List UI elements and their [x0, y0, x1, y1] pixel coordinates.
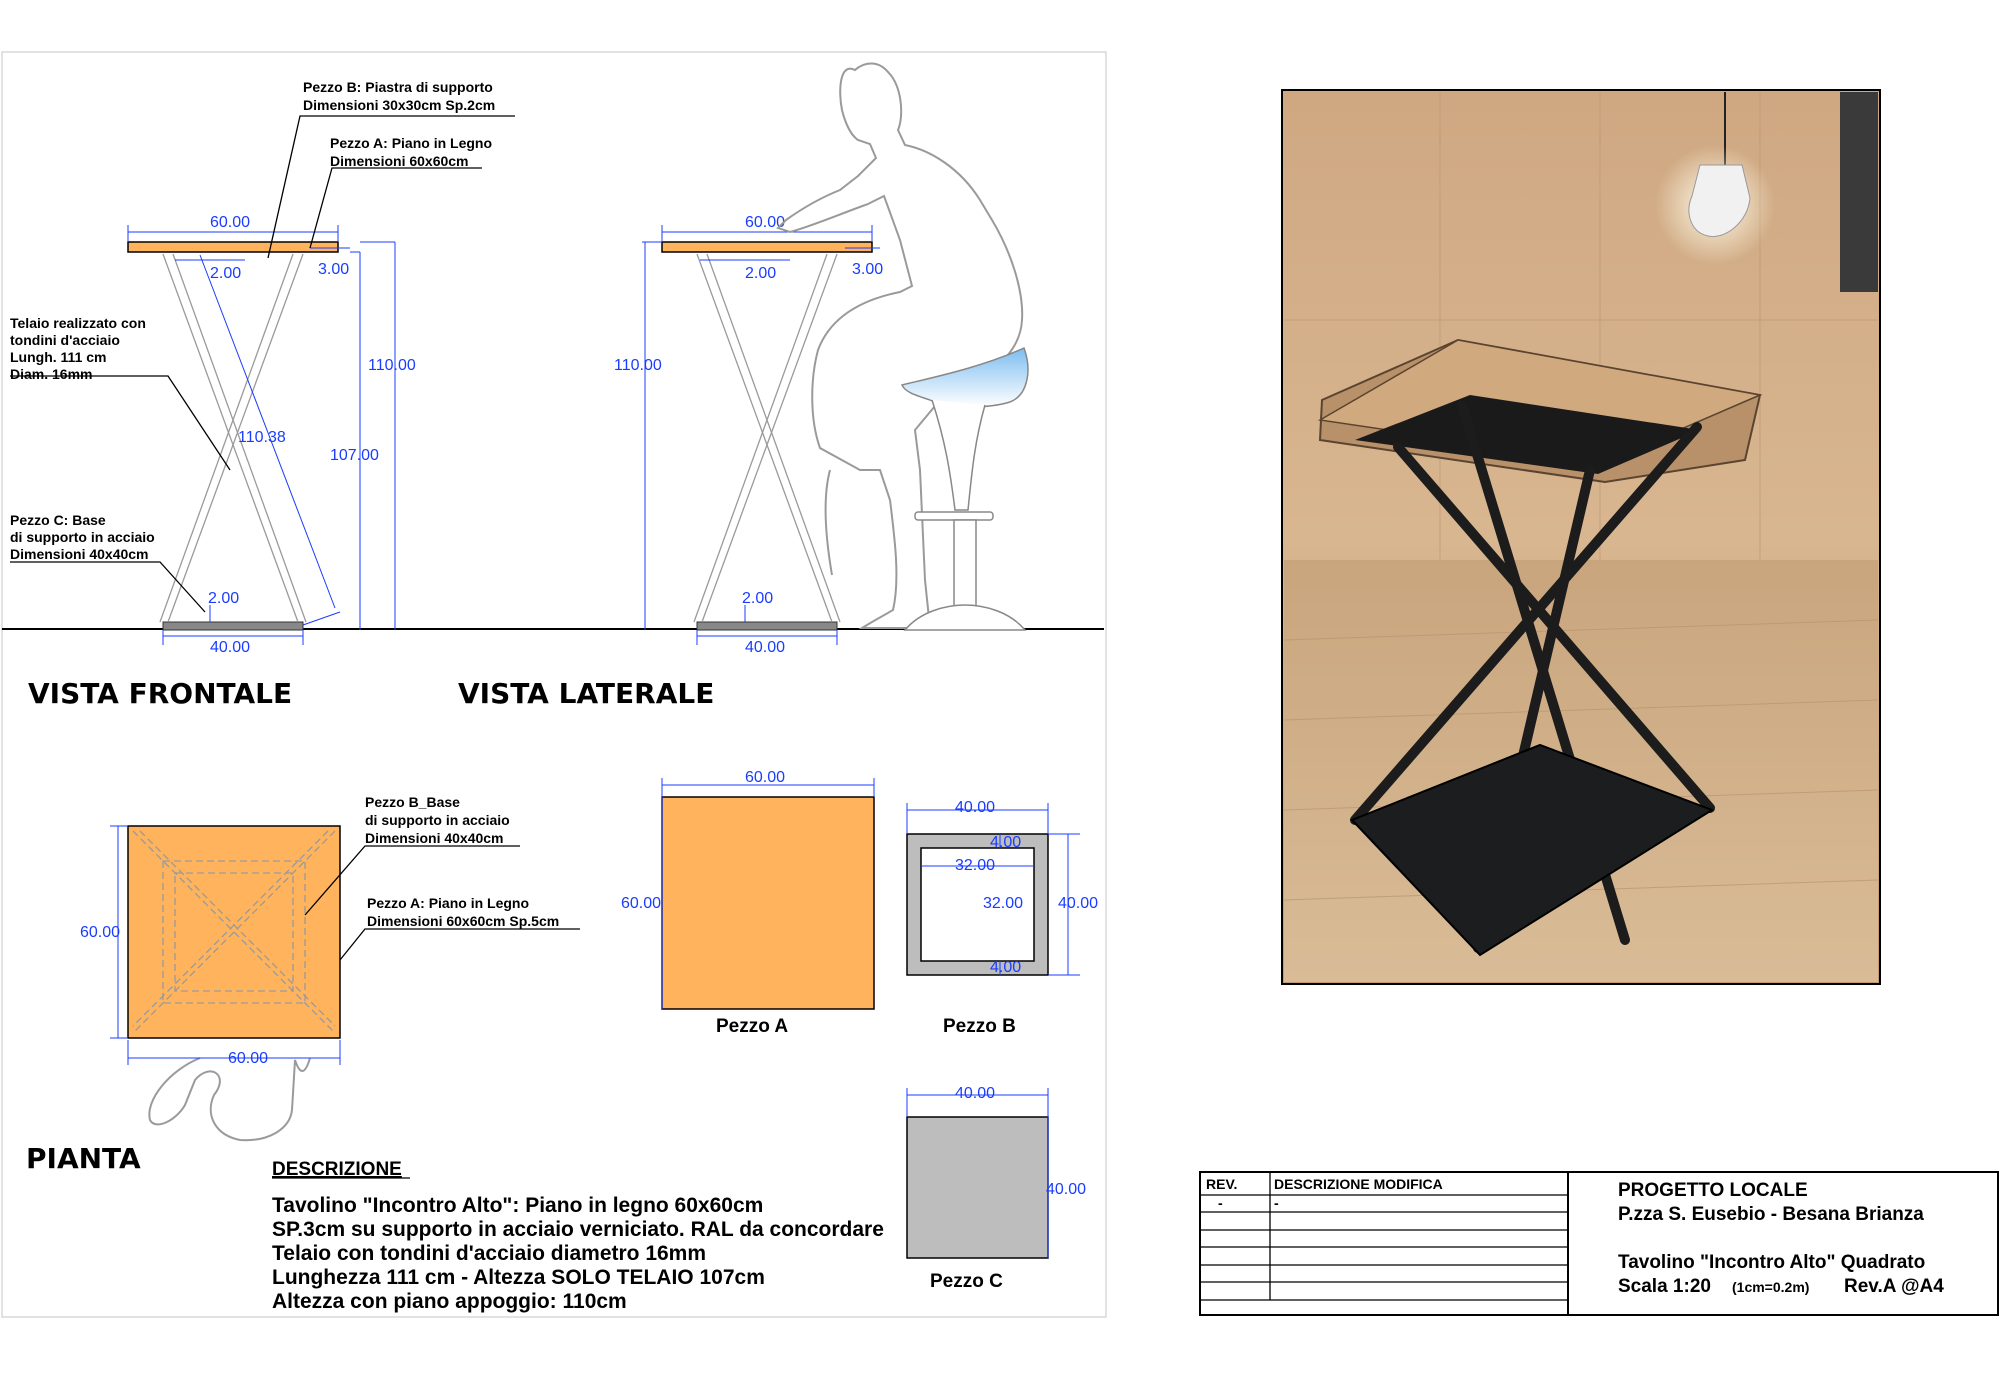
dim-inset-3: 3.00	[318, 261, 350, 278]
title-block-rev-header: REV.	[1206, 1176, 1238, 1192]
title-block-scale-note: (1cm=0.2m)	[1732, 1279, 1810, 1295]
view-title-front: VISTA FRONTALE	[28, 677, 293, 710]
front-tabletop	[128, 242, 338, 252]
view-title-plan: PIANTA	[26, 1142, 141, 1175]
side-dim-base-width: 40.00	[745, 639, 786, 656]
side-dim-top-width: 60.00	[745, 214, 786, 231]
label-pezzo-c-2: di supporto in acciaio	[10, 529, 155, 545]
piece-a-drawing	[621, 769, 874, 1037]
label-pezzo-c-3: Dimensioni 40x40cm	[10, 546, 149, 562]
dim-base-width: 40.00	[210, 639, 251, 656]
description-line-1: Tavolino "Incontro Alto": Piano in legno 60x60cm	[272, 1194, 764, 1217]
piece-c-dim-side: 40.00	[1046, 1181, 1087, 1198]
piece-b-dim-32-h: 32.00	[955, 857, 996, 874]
side-dim-height-110: 110.00	[614, 357, 662, 374]
title-block-project: PROGETTO LOCALE	[1618, 1180, 1808, 1201]
title-block-scale: Scala 1:20	[1618, 1276, 1711, 1297]
table-photo	[1282, 90, 1880, 984]
description-line-3: Telaio con tondini d'acciaio diametro 16mm	[272, 1242, 707, 1265]
front-view	[128, 214, 416, 656]
description-block	[272, 1159, 884, 1313]
dim-base-2: 2.00	[208, 590, 240, 607]
description-line-4: Lunghezza 111 cm - Altezza SOLO TELAIO 107cm	[272, 1266, 765, 1289]
plan-label-b-1: Pezzo B_Base	[365, 794, 460, 810]
dim-diagonal: 110.38	[238, 429, 286, 446]
title-block-revision: Rev.A @A4	[1844, 1276, 1944, 1297]
plan-person-outline	[149, 1058, 310, 1140]
side-base-plate	[697, 622, 837, 630]
plan-label-a-1: Pezzo A: Piano in Legno	[367, 895, 530, 911]
label-telaio-2: tondini d'acciaio	[10, 332, 120, 348]
piece-b-dim-32-v: 32.00	[983, 895, 1024, 912]
piece-b-drawing	[907, 799, 1098, 1037]
piece-b-dim-side: 40.00	[1058, 895, 1099, 912]
label-pezzo-a-dims: Dimensioni 60x60cm	[330, 153, 469, 169]
label-pezzo-b-title: Pezzo B: Piastra di supporto	[303, 79, 493, 95]
title-block-item: Tavolino "Incontro Alto" Quadrato	[1618, 1252, 1926, 1273]
dim-height-110: 110.00	[368, 357, 416, 374]
title-block	[1200, 1172, 1998, 1315]
dim-height-107: 107.00	[330, 447, 379, 464]
title-block-location: P.zza S. Eusebio - Besana Brianza	[1618, 1204, 1924, 1225]
piece-b-dim-top: 40.00	[955, 799, 996, 816]
piece-c-label: Pezzo C	[930, 1271, 1003, 1292]
side-dim-base-2: 2.00	[742, 590, 774, 607]
piece-c-drawing	[907, 1085, 1086, 1292]
dim-top-width: 60.00	[210, 214, 251, 231]
plan-dim-bottom: 60.00	[228, 1050, 269, 1067]
label-telaio-3: Lungh. 111 cm	[10, 349, 107, 365]
label-telaio-4: Diam. 16mm	[10, 366, 93, 382]
side-dim-inset-2: 2.00	[745, 265, 777, 282]
description-line-2: SP.3cm su supporto in acciaio verniciato. RAL da concordare	[272, 1218, 884, 1241]
title-block-desc-header: DESCRIZIONE MODIFICA	[1274, 1176, 1443, 1192]
plan-dim-side: 60.00	[80, 924, 121, 941]
label-pezzo-c-1: Pezzo C: Base	[10, 512, 106, 528]
dim-inset-2: 2.00	[210, 265, 242, 282]
plan-label-b-3: Dimensioni 40x40cm	[365, 830, 504, 846]
piece-a-dim-side: 60.00	[621, 895, 662, 912]
plan-label-a-2: Dimensioni 60x60cm Sp.5cm	[367, 913, 560, 929]
piece-c-dim-top: 40.00	[955, 1085, 996, 1102]
view-title-side: VISTA LATERALE	[458, 677, 715, 710]
seated-person-outline	[778, 64, 1022, 629]
side-dim-inset-3: 3.00	[852, 261, 884, 278]
side-tabletop	[662, 242, 872, 252]
label-telaio-1: Telaio realizzato con	[10, 315, 146, 331]
title-block-desc-value: -	[1274, 1195, 1279, 1211]
front-base-plate	[163, 622, 303, 630]
description-heading: DESCRIZIONE	[272, 1159, 402, 1180]
piece-a-dim-top: 60.00	[745, 769, 786, 786]
description-line-5: Altezza con piano appoggio: 110cm	[272, 1290, 627, 1313]
piece-b-label: Pezzo B	[943, 1016, 1016, 1037]
label-pezzo-b-dims: Dimensioni 30x30cm Sp.2cm	[303, 97, 496, 113]
side-steel-rods	[694, 254, 840, 622]
side-view	[614, 64, 1028, 657]
piece-a-label: Pezzo A	[716, 1016, 789, 1037]
piece-b-dim-4-top: 4.00	[990, 834, 1022, 851]
plan-view	[80, 794, 580, 1140]
plan-label-b-2: di supporto in acciaio	[365, 812, 510, 828]
title-block-rev-value: -	[1218, 1195, 1223, 1211]
piece-b-dim-4-bottom: 4.00	[990, 959, 1022, 976]
label-pezzo-a-title: Pezzo A: Piano in Legno	[330, 135, 493, 151]
